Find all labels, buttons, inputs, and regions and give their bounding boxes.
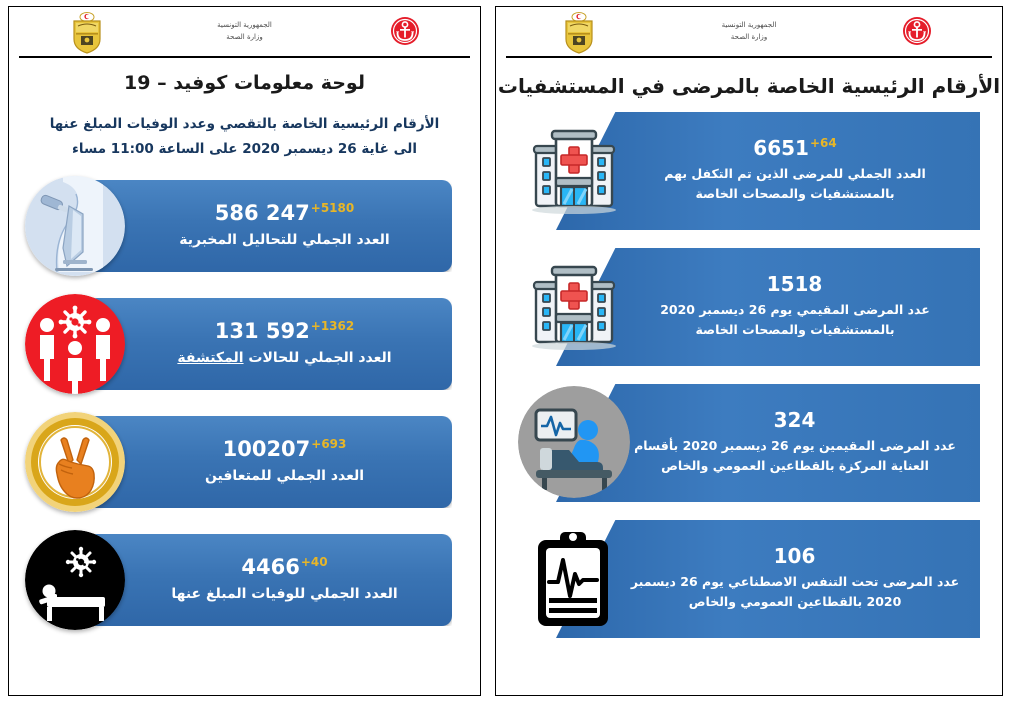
stat-value: $4466^{+40}$ xyxy=(241,554,328,579)
right-stat-cards xyxy=(496,112,1002,638)
stat-card-current-hospitalized[interactable] xyxy=(556,248,980,366)
stat-delta: +64 xyxy=(809,136,837,151)
victory-hand-recovered-icon xyxy=(25,412,125,512)
subtitle-line-1: الأرقام الرئيسية الخاصة بالتقصي وعدد الوفيات المبلغ عنها xyxy=(49,116,440,132)
left-stat-cards xyxy=(9,180,480,626)
stat-card-total-hospitalized[interactable] xyxy=(556,112,980,230)
stat-label-underlined: المكتشفة xyxy=(177,349,244,366)
stat-value: 324 xyxy=(773,408,816,433)
stat-card-recovered[interactable] xyxy=(87,416,452,508)
ministry-line-2: وزارة الصحة xyxy=(226,32,263,41)
left-panel-header xyxy=(19,10,470,58)
hospital-building-icon xyxy=(518,114,630,226)
ministry-of-health-logo-icon xyxy=(390,16,420,46)
ministry-line-2: وزارة الصحة xyxy=(730,32,768,41)
left-panel xyxy=(8,6,481,696)
left-panel-title: لوحة معلومات كوفيد – 19 xyxy=(124,72,365,94)
right-panel-title: الأرقام الرئيسية الخاصة بالمرضى في المستشفيات xyxy=(497,74,1001,98)
stat-delta: +693 xyxy=(311,436,347,451)
stat-label: العدد الجملي للمرضى الذين تم التكفل بهم بالمستشفيات والمصحات الخاصة xyxy=(664,166,926,201)
right-panel xyxy=(495,6,1003,696)
stat-delta: +5180 xyxy=(310,200,355,215)
stat-card-confirmed-cases[interactable] xyxy=(87,298,452,390)
stat-card-ventilator[interactable] xyxy=(556,520,980,638)
stat-delta: +1362 xyxy=(310,318,355,333)
stat-card-deaths[interactable] xyxy=(87,534,452,626)
left-panel-subtitle xyxy=(9,112,480,162)
nasal-swab-test-icon xyxy=(25,176,125,276)
stat-value: 131 $592^{+1362}$ xyxy=(214,318,355,343)
stat-delta: +40 xyxy=(300,554,328,569)
stat-label: عدد المرضى تحت التنفس الاصطناعي يوم 26 ديسمبر 2020 بالقطاعين العمومي والخاص xyxy=(630,574,960,609)
stat-card-lab-tests[interactable] xyxy=(87,180,452,272)
stat-label: العدد الجملي للحالات المكتشفة xyxy=(177,349,392,366)
icu-patient-monitor-icon xyxy=(518,386,630,498)
deceased-bed-virus-icon xyxy=(25,530,125,630)
stat-card-icu[interactable] xyxy=(556,384,980,502)
infected-people-virus-icon xyxy=(25,294,125,394)
card-text xyxy=(87,298,452,390)
stat-value: $100207^{+693}$ xyxy=(222,436,347,461)
card-text xyxy=(87,416,452,508)
stat-value: $6651^{+64}$ xyxy=(753,136,837,161)
stat-label: العدد الجملي للوفيات المبلغ عنها xyxy=(171,585,398,602)
ministry-line-1: الجمهورية التونسية xyxy=(217,21,272,29)
stat-label: العدد الجملي للمتعافين xyxy=(204,467,365,484)
stat-value: 106 xyxy=(773,544,816,569)
card-text xyxy=(87,180,452,272)
right-panel-header xyxy=(506,10,992,58)
ministry-of-health-logo-icon xyxy=(902,16,932,46)
stat-label: العدد الجملي للتحاليل المخبرية xyxy=(179,231,390,248)
subtitle-line-2: الى غاية 26 ديسمبر 2020 على الساعة 11:00 مساء xyxy=(72,140,417,157)
hospital-building-icon xyxy=(518,250,630,362)
stat-value: 586 $247^{+5180}$ xyxy=(214,200,355,225)
ministry-line-1: الجمهورية التونسية xyxy=(721,21,777,29)
card-text xyxy=(87,534,452,626)
ventilator-clipboard-icon xyxy=(518,522,630,634)
stat-value: 1518 xyxy=(766,272,823,297)
stat-label: عدد المرضى المقيمي يوم 26 ديسمبر 2020 بالمستشفيات والمصحات الخاصة xyxy=(660,302,930,337)
stat-label: عدد المرضى المقيمين يوم 26 ديسمبر 2020 بأقسام العناية المركزة بالقطاعين العمومي والخاص xyxy=(634,438,956,473)
